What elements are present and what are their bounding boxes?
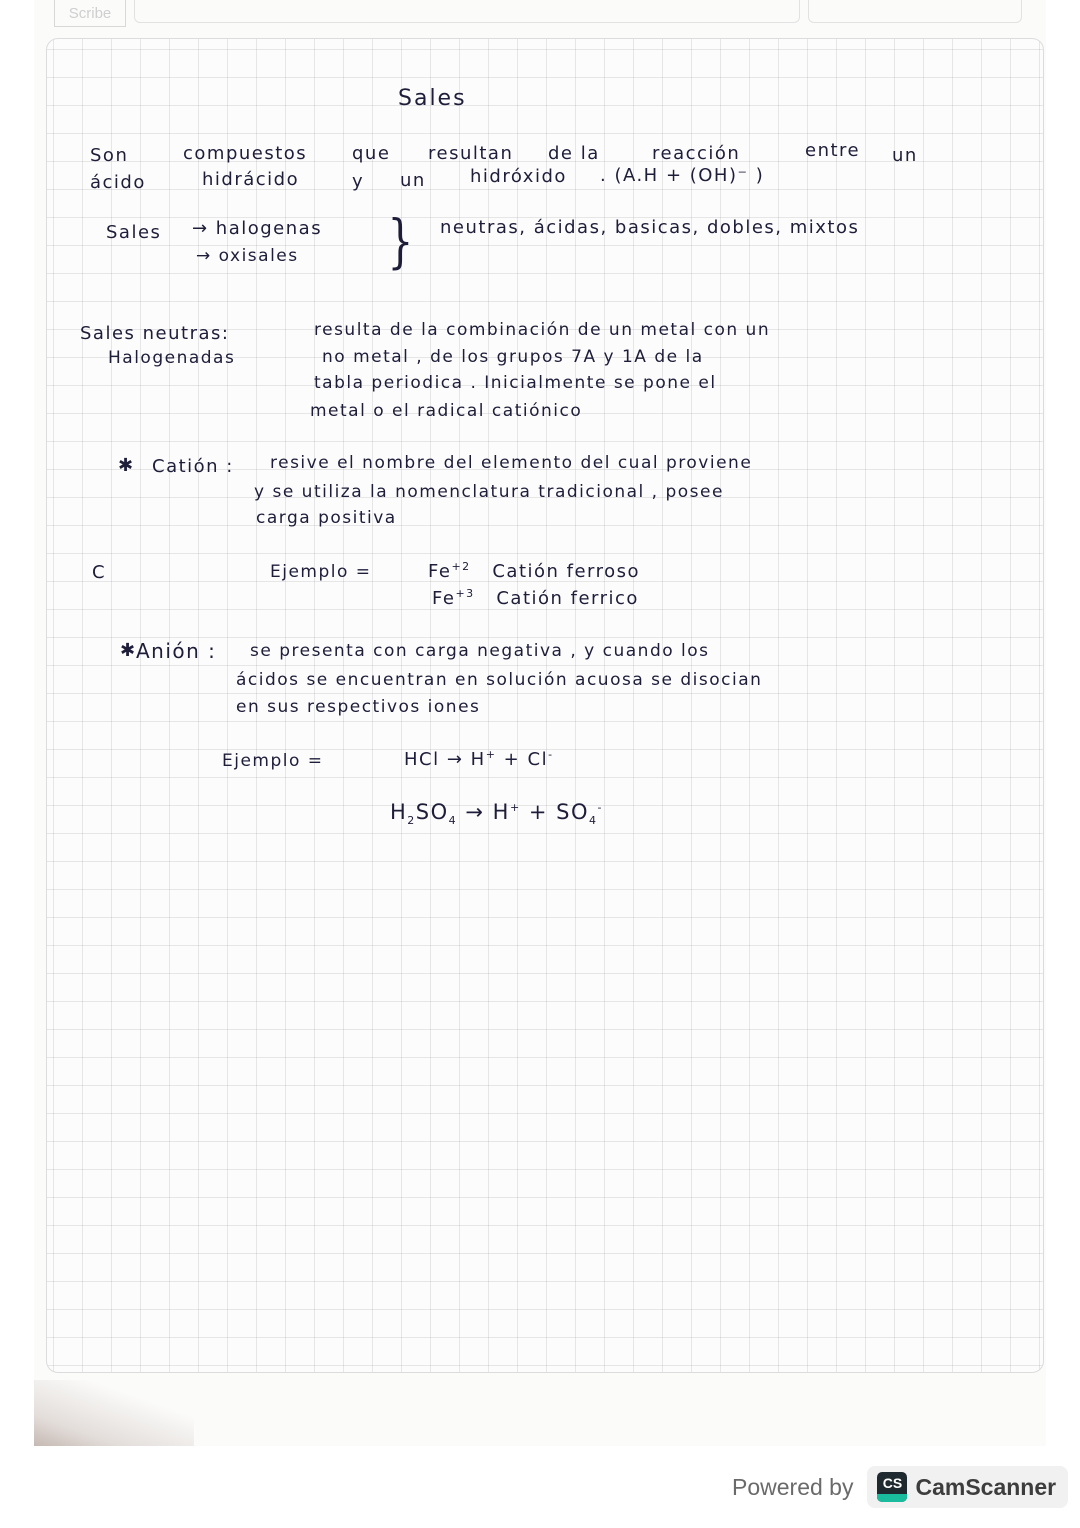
camscanner-badge: [867, 1466, 1068, 1508]
reactant: HCl: [404, 749, 440, 770]
neutral-salts-text-line: no metal , de los grupos 7A y 1A de la: [322, 347, 704, 367]
reactant: SO: [415, 800, 449, 824]
classification-label: Sales: [106, 222, 162, 243]
equation-hcl: [404, 748, 554, 770]
anion-text-line: se presenta con carga negativa , y cuando los: [250, 641, 710, 661]
intro-word: hidrácido: [202, 169, 300, 190]
intro-word: hidróxido: [470, 166, 567, 187]
charge: -: [597, 801, 603, 814]
arrow-icon: →: [446, 749, 464, 770]
asterisk-bullet-icon: ✱: [120, 640, 137, 661]
cation-name: Catión ferrico: [496, 588, 639, 609]
neutral-salts-text-line: resulta de la combinación de un metal con un: [314, 320, 771, 340]
anion-text-line: ácidos se encuentran en solución acuosa se disocian: [236, 670, 763, 690]
cation-name: Catión ferroso: [492, 561, 641, 582]
product: H: [492, 800, 510, 824]
intro-word: un: [400, 170, 426, 191]
margin-mark: C: [92, 562, 107, 583]
charge: +: [485, 748, 497, 761]
charge: +2: [451, 560, 471, 573]
cation-example-ferrico: [432, 587, 639, 609]
cation-example-ferroso: [428, 560, 640, 582]
cation-text-line: y se utiliza la nomenclatura tradicional , posee: [254, 482, 724, 502]
arrow-icon: →: [465, 800, 485, 824]
camscanner-watermark: [732, 1466, 1068, 1508]
classification-subtypes: neutras, ácidas, basicas, dobles, mixtos: [440, 217, 860, 238]
intro-word: Son: [90, 145, 129, 166]
plus-sign: +: [528, 800, 548, 824]
element-symbol: Fe: [428, 561, 452, 582]
anion-text-line: en sus respectivos iones: [236, 697, 481, 717]
neutral-salts-heading-sub: Halogenadas: [108, 348, 236, 368]
cation-example-label: Ejemplo =: [270, 562, 372, 582]
intro-word: resultan: [428, 143, 514, 164]
page-title: Sales: [398, 86, 467, 111]
intro-formula: . (A.H + (OH)⁻ ): [600, 165, 765, 186]
intro-word: que: [352, 143, 391, 164]
charge: +: [509, 801, 521, 814]
element-symbol: Fe: [432, 588, 456, 609]
product: Cl: [527, 749, 549, 770]
intro-word: y: [352, 171, 365, 192]
notebook-date-field: [808, 0, 1022, 23]
equation-h2so4: [390, 800, 603, 827]
intro-word: un: [892, 145, 918, 166]
notebook-header-field: [134, 0, 800, 23]
subscript: 4: [448, 814, 458, 828]
cation-text-line: carga positiva: [256, 508, 397, 528]
charge: -: [548, 748, 554, 761]
scan-edge-shadow: [34, 1380, 194, 1446]
product: SO: [556, 800, 589, 824]
intro-word: entre: [805, 140, 861, 161]
anion-example-label: Ejemplo =: [222, 751, 324, 771]
asterisk-bullet-icon: ✱: [118, 455, 135, 476]
neutral-salts-heading: Sales neutras:: [80, 323, 230, 344]
subscript: 4: [589, 814, 598, 828]
reactant: H: [390, 800, 408, 824]
intro-word: compuestos: [183, 143, 308, 164]
camscanner-logo-icon: CS: [877, 1472, 907, 1502]
cation-text-line: resive el nombre del elemento del cual proviene: [270, 453, 753, 473]
neutral-salts-text-line: tabla periodica . Inicialmente se pone el: [314, 373, 717, 393]
cation-label: Catión :: [152, 456, 234, 477]
plus-sign: +: [503, 749, 521, 770]
curly-brace-icon: }: [387, 207, 414, 275]
anion-label: Anión :: [136, 639, 217, 663]
camscanner-name: CamScanner: [915, 1473, 1057, 1500]
intro-word: reacción: [652, 143, 741, 164]
classification-type-halogenas: → halogenas: [192, 218, 323, 239]
intro-word: ácido: [90, 172, 146, 193]
product: H: [470, 749, 486, 770]
powered-by-text: Powered by: [732, 1473, 854, 1500]
classification-type-oxisales: → oxisales: [196, 246, 299, 266]
subscript: 2: [407, 814, 416, 828]
neutral-salts-text-line: metal o el radical catiónico: [310, 401, 583, 421]
charge: +3: [455, 587, 475, 600]
notebook-brand-label: Scribe: [54, 0, 126, 27]
intro-word: de la: [548, 143, 600, 164]
